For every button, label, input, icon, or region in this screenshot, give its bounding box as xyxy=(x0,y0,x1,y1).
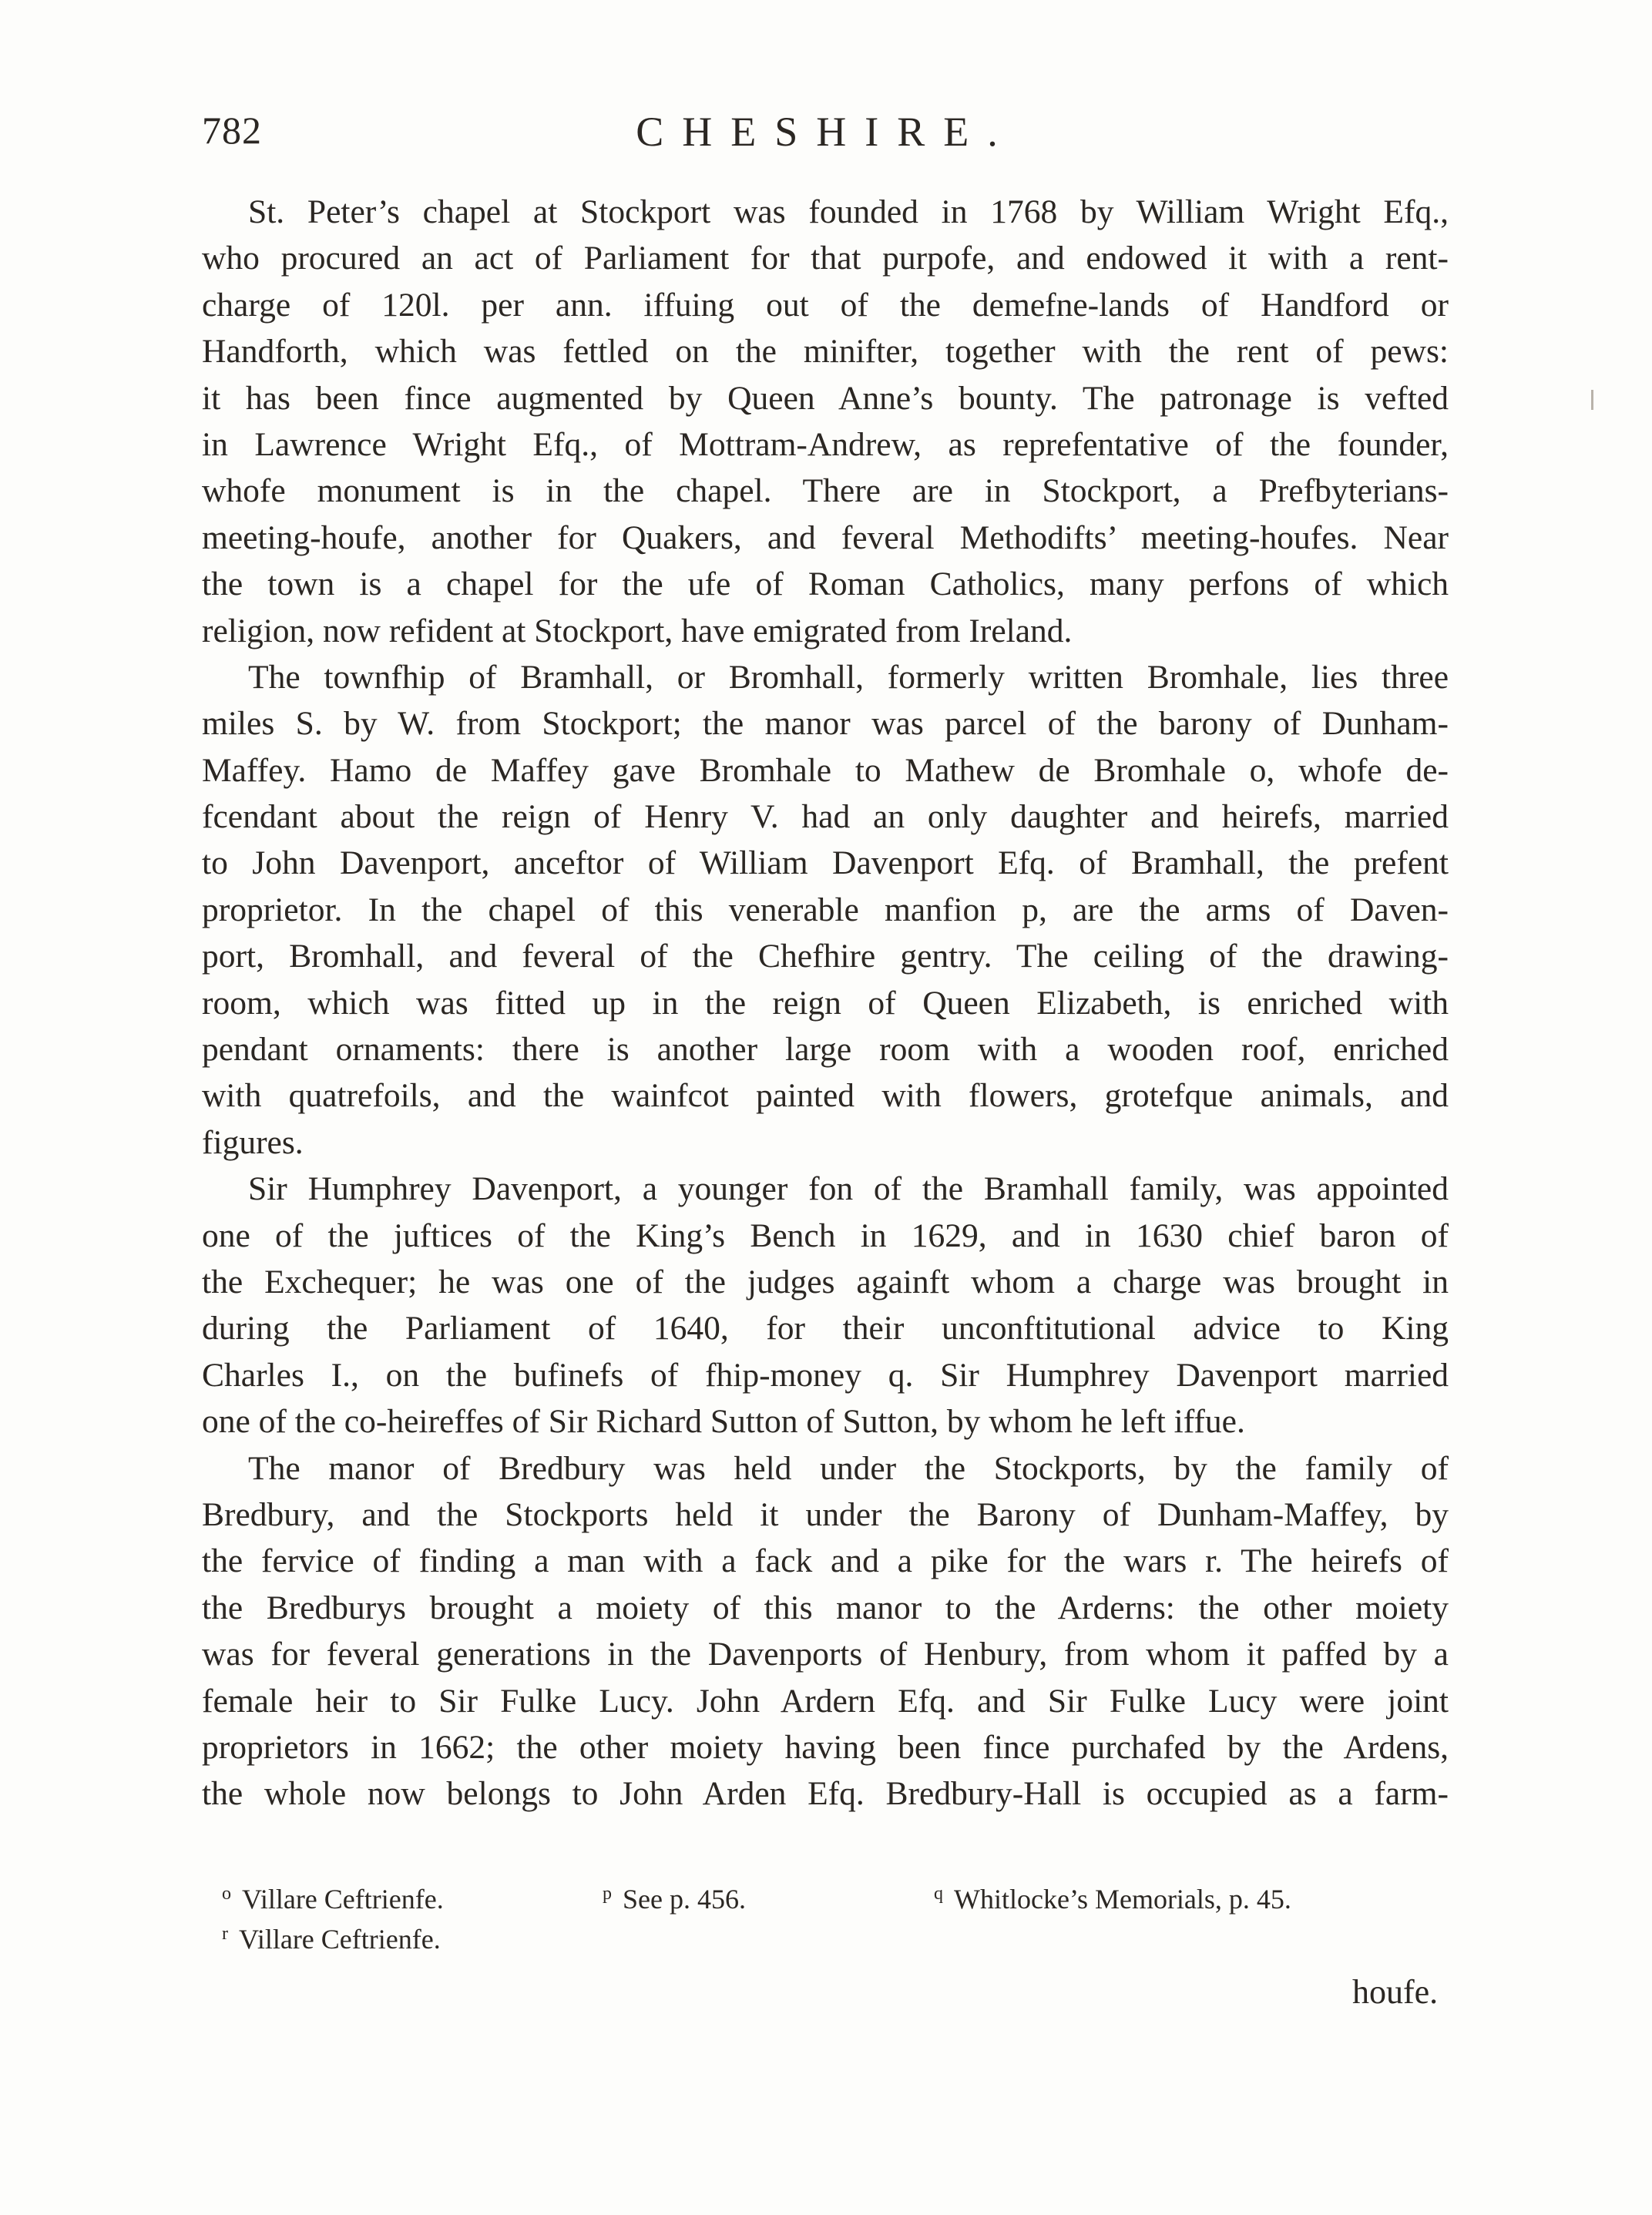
text-line: the whole now belongs to John Arden Efq. Bredbury-Hall is occupied as a farm- xyxy=(202,1775,1449,1813)
text-line: with quatrefoils, and the wainfcot painted with flowers, grotefque animals, and xyxy=(202,1077,1449,1115)
text-line: religion, now refident at Stockport, have emigrated from Ireland. xyxy=(202,612,1073,649)
text-line: one of the co-heireffes of Sir Richard Sutton of Sutton, by whom he left iffue. xyxy=(202,1403,1245,1441)
text-line: proprietors in 1662; the other moiety having been fince purchafed by the Ardens, xyxy=(202,1728,1449,1766)
text-line: proprietor. In the chapel of this venerable manfion p, are the arms of Daven- xyxy=(202,891,1449,928)
text-line: the town is a chapel for the ufe of Roman Catholics, many perfons of which xyxy=(202,565,1449,603)
catchword: houfe. xyxy=(1352,1973,1439,2011)
text-line: was for feveral generations in the Davenports of Henbury, from whom it paffed by a xyxy=(202,1636,1449,1673)
text-line: who procured an act of Parliament for that purpofe, and endowed it with a rent- xyxy=(202,240,1449,277)
margin-mark xyxy=(1591,390,1593,410)
text-line: St. Peter’s chapel at Stockport was founded in 1768 by William Wright Efq., xyxy=(248,193,1449,230)
footnote-text: See p. 456. xyxy=(623,1884,746,1915)
text-line: figures. xyxy=(202,1123,304,1161)
text-line: female heir to Sir Fulke Lucy. John Ardern Efq. and Sir Fulke Lucy were joint xyxy=(202,1682,1449,1720)
text-line: port, Bromhall, and feveral of the Chefhire gentry. The ceiling of the drawing- xyxy=(202,938,1449,975)
body-text xyxy=(202,189,1449,1817)
footnote-r xyxy=(222,1914,441,1959)
footnote-o xyxy=(222,1874,444,1919)
page-number: 782 xyxy=(202,109,262,152)
text-line: Sir Humphrey Davenport, a younger fon of the Bramhall family, was appointed xyxy=(248,1170,1449,1208)
text-line: it has been fince augmented by Queen Anne’s bounty. The patronage is vefted xyxy=(202,379,1449,417)
text-line: the fervice of finding a man with a fack and a pike for the wars r. The heirefs of xyxy=(202,1542,1449,1580)
text-line: the Exchequer; he was one of the judges againft whom a charge was brought in xyxy=(202,1263,1449,1300)
text-line: to John Davenport, anceftor of William Davenport Efq. of Bramhall, the prefent xyxy=(202,844,1449,882)
text-line: Bredbury, and the Stockports held it under the Barony of Dunham-Maffey, by xyxy=(202,1495,1449,1533)
text-line: pendant ornaments: there is another large room with a wooden roof, enriched xyxy=(202,1031,1449,1069)
footnote-p xyxy=(603,1874,746,1919)
text-line: miles S. by W. from Stockport; the manor was parcel of the barony of Dunham- xyxy=(202,705,1449,743)
footnote-mark: p xyxy=(603,1884,612,1904)
text-line: one of the juftices of the King’s Bench in 1629, and in 1630 chief baron of xyxy=(202,1217,1449,1254)
footnotes xyxy=(222,1874,1378,1954)
text-line: The townfhip of Bramhall, or Bromhall, formerly written Bromhale, lies three xyxy=(248,658,1449,696)
text-line: Charles I., on the bufinefs of fhip-money q. Sir Humphrey Davenport married xyxy=(202,1356,1449,1394)
text-line: during the Parliament of 1640, for their unconftitutional advice to King xyxy=(202,1310,1449,1347)
text-line: The manor of Bredbury was held under the Stockports, by the family of xyxy=(248,1449,1449,1487)
footnote-text: Villare Ceftrienfe. xyxy=(242,1884,444,1915)
text-line: the Bredburys brought a moiety of this manor to the Arderns: the other moiety xyxy=(202,1589,1449,1626)
text-line: charge of 120l. per ann. iffuing out of the demefne-lands of Handford or xyxy=(202,286,1449,324)
text-line: meeting-houfe, another for Quakers, and feveral Methodifts’ meeting-houfes. Near xyxy=(202,519,1449,556)
running-title: CHESHIRE. xyxy=(636,109,1016,155)
footnote-text: Whitlocke’s Memorials, p. 45. xyxy=(954,1884,1291,1915)
text-line: Handforth, which was fettled on the minifter, together with the rent of pews: xyxy=(202,333,1449,371)
text-line: Maffey. Hamo de Maffey gave Bromhale to Mathew de Bromhale o, whofe de- xyxy=(202,751,1449,789)
footnote-text: Villare Ceftrienfe. xyxy=(239,1924,441,1955)
footnote-mark: o xyxy=(222,1884,231,1904)
footnote-mark: r xyxy=(222,1924,228,1944)
footnote-mark: q xyxy=(934,1884,943,1904)
page-header xyxy=(202,108,1450,162)
text-line: in Lawrence Wright Efq., of Mottram-Andrew, as reprefentative of the founder, xyxy=(202,425,1449,463)
text-line: fcendant about the reign of Henry V. had an only daughter and heirefs, married xyxy=(202,798,1449,836)
footnote-row xyxy=(222,1874,1378,1914)
footnote-q xyxy=(934,1874,1291,1919)
text-line: whofe monument is in the chapel. There are in Stockport, a Prefbyterians- xyxy=(202,472,1449,510)
footnote-row xyxy=(222,1914,1378,1954)
text-line: room, which was fitted up in the reign of Queen Elizabeth, is enriched with xyxy=(202,984,1449,1022)
